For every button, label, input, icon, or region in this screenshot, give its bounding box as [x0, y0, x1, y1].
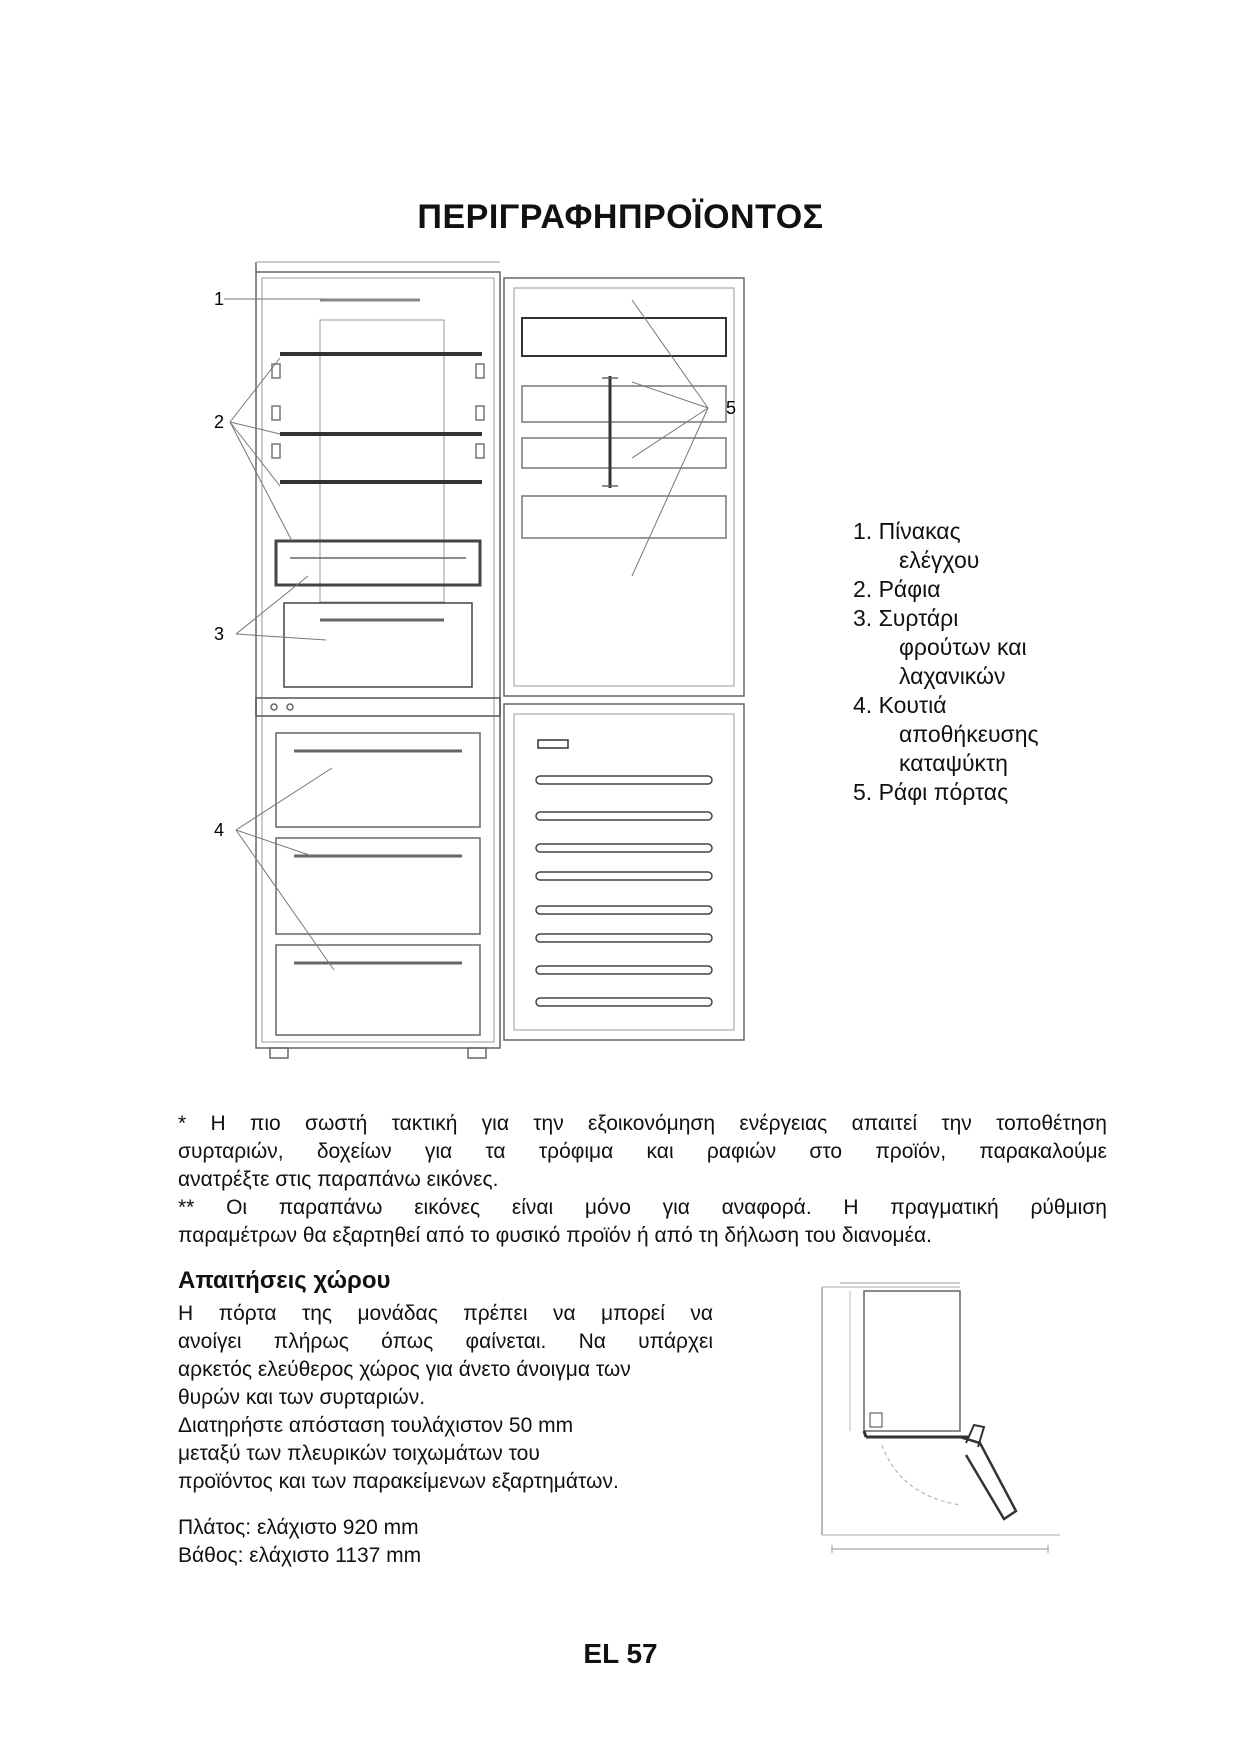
dimensions	[178, 1514, 421, 1570]
legend-item-2: 2. Ράφια	[853, 576, 941, 602]
notes	[178, 1110, 1107, 1250]
note-line: ανατρέξτε στις παραπάνω εικόνες.	[178, 1168, 499, 1191]
min-width: Πλάτος: ελάχιστο 920 mm	[178, 1516, 419, 1539]
callout-2: 2	[214, 412, 225, 432]
callout-1: 1	[214, 289, 225, 309]
callout-4: 4	[214, 820, 225, 840]
legend-item-3: 3. Συρτάρι φρούτων και λαχανικών	[853, 605, 1027, 689]
clearance-diagram	[820, 1265, 1080, 1565]
cabinet-outline	[256, 272, 500, 1048]
legend-item-4: 4. Κουτιά αποθήκευσης καταψύκτη	[853, 692, 1039, 776]
min-depth: Βάθος: ελάχιστο 1137 mm	[178, 1544, 422, 1567]
note-line: ** Οι παραπάνω εικόνες είναι μόνο για αναφορά. Η πραγματική ρύθμιση	[178, 1196, 1107, 1219]
parts-legend	[853, 517, 1039, 807]
page-number: EL 57	[583, 1638, 658, 1669]
callout-5: 5	[726, 398, 737, 418]
section-heading: Απαιτήσεις χώρου	[178, 1267, 391, 1294]
callout-3: 3	[214, 624, 225, 644]
note-line: * Η πιο σωστή τακτική για την εξοικονόμηση ενέργειας απαιτεί την τοποθέτηση	[178, 1112, 1107, 1135]
legend-item-1: 1. Πίνακας ελέγχου	[853, 518, 980, 573]
fridge-diagram	[200, 258, 780, 1068]
page-title: ΠΕΡΙΓΡΑΦΗΠΡΟΪΟΝΤΟΣ	[417, 198, 824, 236]
requirements-text: Η πόρτα της μονάδας πρέπει να μπορεί να ανοίγει πλήρως όπως φαίνεται. Να υπάρχει αρκετός ελεύθερος χώρος για άνετο άνοιγμα των θυρών και των συρταριών. Διατηρήστε απόσταση τουλάχιστον 50 mm μεταξύ των πλευρικών τοιχωμάτων του προϊόντος και των παρακείμενων εξαρτημάτων.	[178, 1302, 713, 1493]
legend-item-5: 5. Ράφι πόρτας	[853, 779, 1009, 805]
note-line: συρταριών, δοχείων για τα τρόφιμα και ραφιών στο προϊόν, παρακαλούμε	[178, 1140, 1107, 1163]
note-line: παραμέτρων θα εξαρτηθεί από το φυσικό προϊόν ή από τη δήλωση του διανομέα.	[178, 1224, 932, 1247]
